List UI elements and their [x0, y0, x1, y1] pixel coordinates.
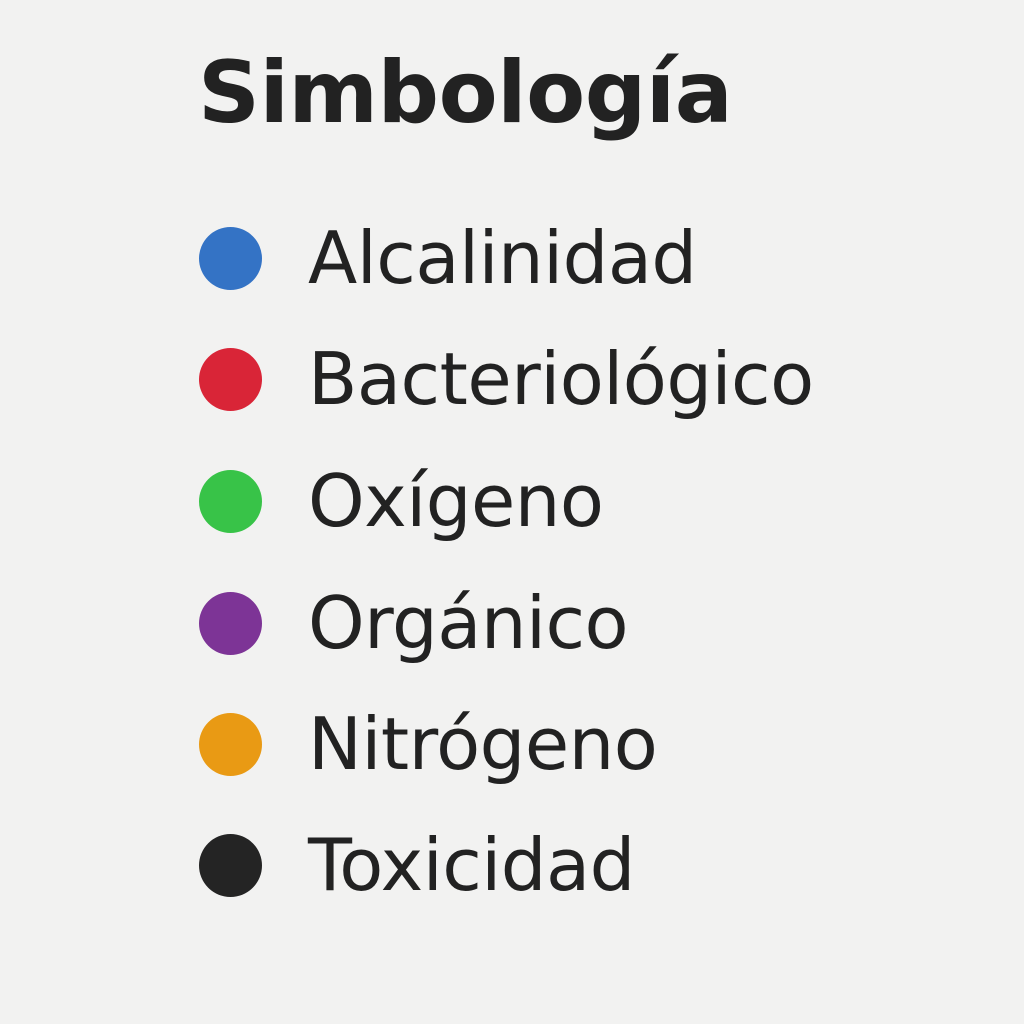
red-dot-icon — [199, 348, 262, 411]
legend-item-label: Alcalinidad — [308, 216, 697, 300]
orange-dot-icon — [199, 713, 262, 776]
legend-item-label: Nitrógeno — [308, 702, 658, 786]
blue-dot-icon — [199, 227, 262, 290]
legend-item-toxicidad — [199, 825, 635, 905]
legend-title: Simbología — [198, 43, 733, 143]
purple-dot-icon — [199, 592, 262, 655]
legend-item-label: Toxicidad — [308, 823, 635, 907]
legend-item-oxigeno — [199, 461, 603, 541]
legend-item-label: Orgánico — [308, 581, 629, 665]
legend-item-organico — [199, 583, 628, 663]
legend-item-alcalinidad — [199, 218, 697, 298]
legend-item-label: Bacteriológico — [308, 337, 814, 421]
legend-item-label: Oxígeno — [308, 459, 604, 543]
black-dot-icon — [199, 834, 262, 897]
green-dot-icon — [199, 470, 262, 533]
legend-item-nitrogeno — [199, 704, 657, 784]
legend-item-bacteriologico — [199, 339, 814, 419]
